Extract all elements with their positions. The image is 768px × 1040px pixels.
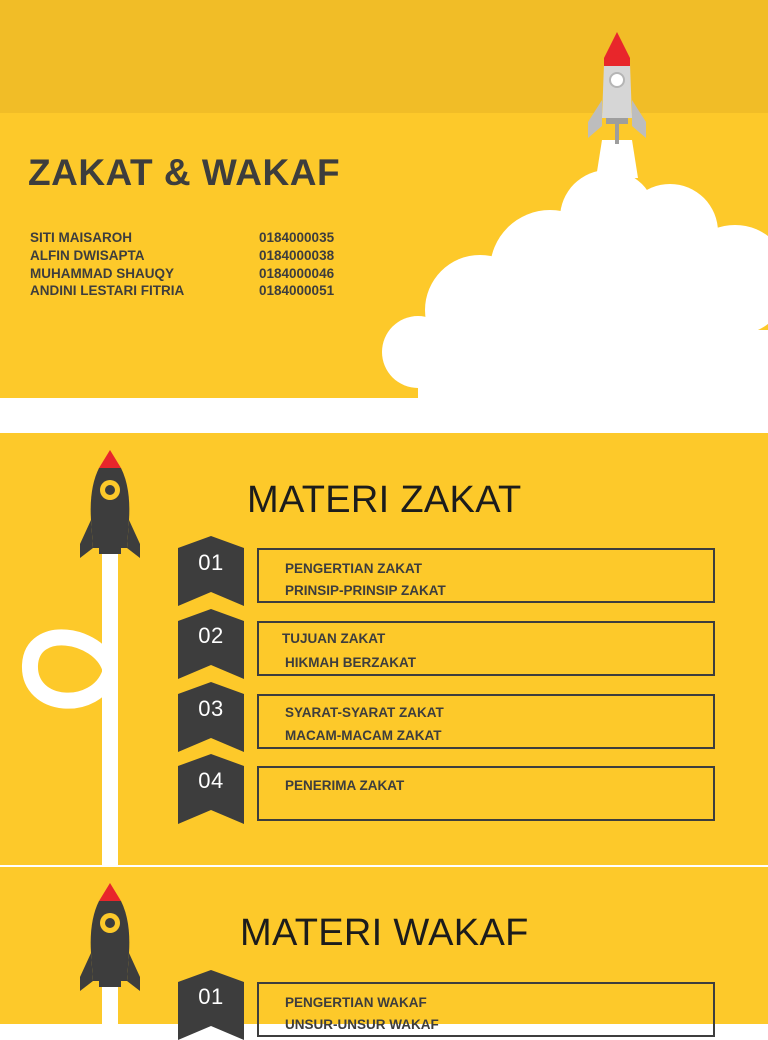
topic-item: HIKMAH BERZAKAT [285,655,416,670]
topic-box [257,982,715,1037]
member-id: 0184000035 [259,230,335,245]
member-id: 0184000051 [259,283,335,299]
topic-box [257,621,715,676]
topic-number: 01 [198,550,224,575]
member-row [30,229,370,247]
white-band [0,398,768,432]
topic-row [178,754,718,824]
member-name: MUHAMMAD SHAUQY [30,265,174,281]
slide-title: MATERI ZAKAT [247,479,522,521]
topic-number: 03 [198,696,224,721]
topic-item: UNSUR-UNSUR WAKAF [285,1017,439,1032]
members-list [30,229,370,300]
topic-row [178,536,718,606]
topic-box [257,694,715,749]
topic-row [178,609,718,679]
topic-item: TUJUAN ZAKAT [282,631,386,646]
presentation-title: ZAKAT & WAKAF [28,152,341,193]
trail-loop-icon [10,553,130,865]
topic-box [257,766,715,821]
member-row [30,265,370,283]
topic-box [257,548,715,603]
member-name: ALFIN DWISAPTA [30,247,145,263]
topic-number: 01 [198,984,224,1009]
member-row [30,247,370,265]
member-id: 0184000046 [259,265,335,281]
rocket-icon [79,448,141,564]
rocket-icon [584,30,650,180]
topic-item: PRINSIP-PRINSIP ZAKAT [285,583,446,598]
member-name: SITI MAISAROH [30,230,133,245]
topic-number: 04 [198,768,224,793]
title-slide [0,0,768,432]
topic-row [178,970,718,1040]
rocket-icon [79,881,141,997]
topic-item: MACAM-MACAM ZAKAT [285,728,442,743]
topic-row [178,682,718,752]
top-band [0,0,768,113]
slide-title: MATERI WAKAF [240,912,529,954]
materi-wakaf-slide [0,867,768,1032]
member-id: 0184000038 [259,247,335,263]
cloud-icon [380,170,768,400]
topic-item: PENGERTIAN ZAKAT [285,561,422,576]
member-row [30,282,370,300]
topic-item: PENGERTIAN WAKAF [285,995,427,1010]
topic-item: PENERIMA ZAKAT [285,778,405,793]
topic-number: 02 [198,623,224,648]
member-name: ANDINI LESTARI FITRIA [30,283,185,299]
topic-item: SYARAT-SYARAT ZAKAT [285,705,444,720]
materi-zakat-slide [0,433,768,865]
